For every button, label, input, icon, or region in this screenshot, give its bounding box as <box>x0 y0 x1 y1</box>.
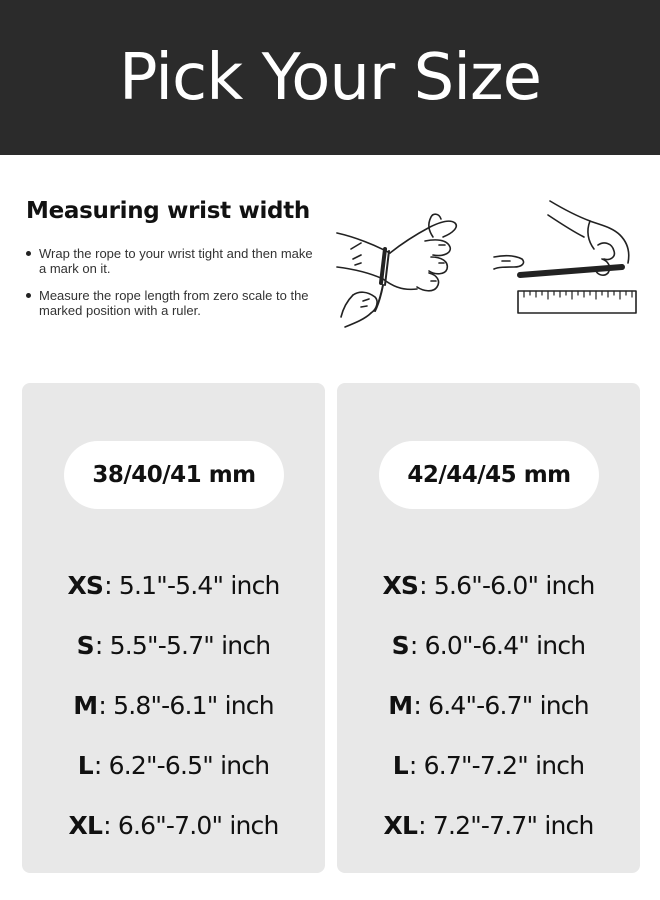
measuring-step <box>26 288 316 318</box>
measuring-steps <box>26 246 316 318</box>
bullet-icon <box>26 293 31 298</box>
size-code: L <box>77 750 93 780</box>
measuring-step <box>26 246 316 276</box>
size-code: L <box>392 750 408 780</box>
size-range: : 5.1"-5.4" inch <box>104 570 280 600</box>
size-code: XL <box>68 810 103 840</box>
size-row-xs <box>22 555 325 615</box>
size-range: : 7.2"-7.7" inch <box>418 810 594 840</box>
size-code: XL <box>383 810 418 840</box>
bullet-icon <box>26 251 31 256</box>
size-list <box>22 555 325 855</box>
measuring-heading: Measuring wrist width <box>26 198 310 224</box>
size-code: M <box>73 690 98 720</box>
measuring-step-text: Wrap the rope to your wrist tight and then make a mark on it. <box>39 246 313 276</box>
size-row-s <box>337 615 640 675</box>
size-row-m <box>337 675 640 735</box>
size-list <box>337 555 640 855</box>
page-title: Pick Your Size <box>119 40 541 115</box>
size-row-m <box>22 675 325 735</box>
size-code: S <box>76 630 94 660</box>
size-code: XS <box>67 570 104 600</box>
size-row-xl <box>22 795 325 855</box>
size-range: : 6.4"-6.7" inch <box>413 690 589 720</box>
size-code: XS <box>382 570 419 600</box>
ruler-measure-icon <box>490 195 640 325</box>
band-size-label: 42/44/45 mm <box>379 441 599 509</box>
size-code: M <box>388 690 413 720</box>
size-range: : 6.7"-7.2" inch <box>408 750 585 780</box>
size-row-xl <box>337 795 640 855</box>
size-card-small <box>22 383 325 873</box>
size-row-s <box>22 615 325 675</box>
measuring-step-text: Measure the rope length from zero scale to the marked position with a ruler. <box>39 288 309 318</box>
size-range: : 6.6"-7.0" inch <box>103 810 279 840</box>
wrist-wrap-rope-icon <box>335 205 475 330</box>
size-range: : 5.5"-5.7" inch <box>94 630 271 660</box>
size-row-l <box>337 735 640 795</box>
measuring-instructions <box>26 198 316 330</box>
size-card-large <box>337 383 640 873</box>
size-code: S <box>391 630 409 660</box>
size-range: : 6.2"-6.5" inch <box>93 750 270 780</box>
size-range: : 6.0"-6.4" inch <box>409 630 586 660</box>
size-row-l <box>22 735 325 795</box>
band-size-label: 38/40/41 mm <box>64 441 284 509</box>
size-range: : 5.6"-6.0" inch <box>419 570 595 600</box>
size-row-xs <box>337 555 640 615</box>
page-header <box>0 0 660 155</box>
size-range: : 5.8"-6.1" inch <box>98 690 274 720</box>
